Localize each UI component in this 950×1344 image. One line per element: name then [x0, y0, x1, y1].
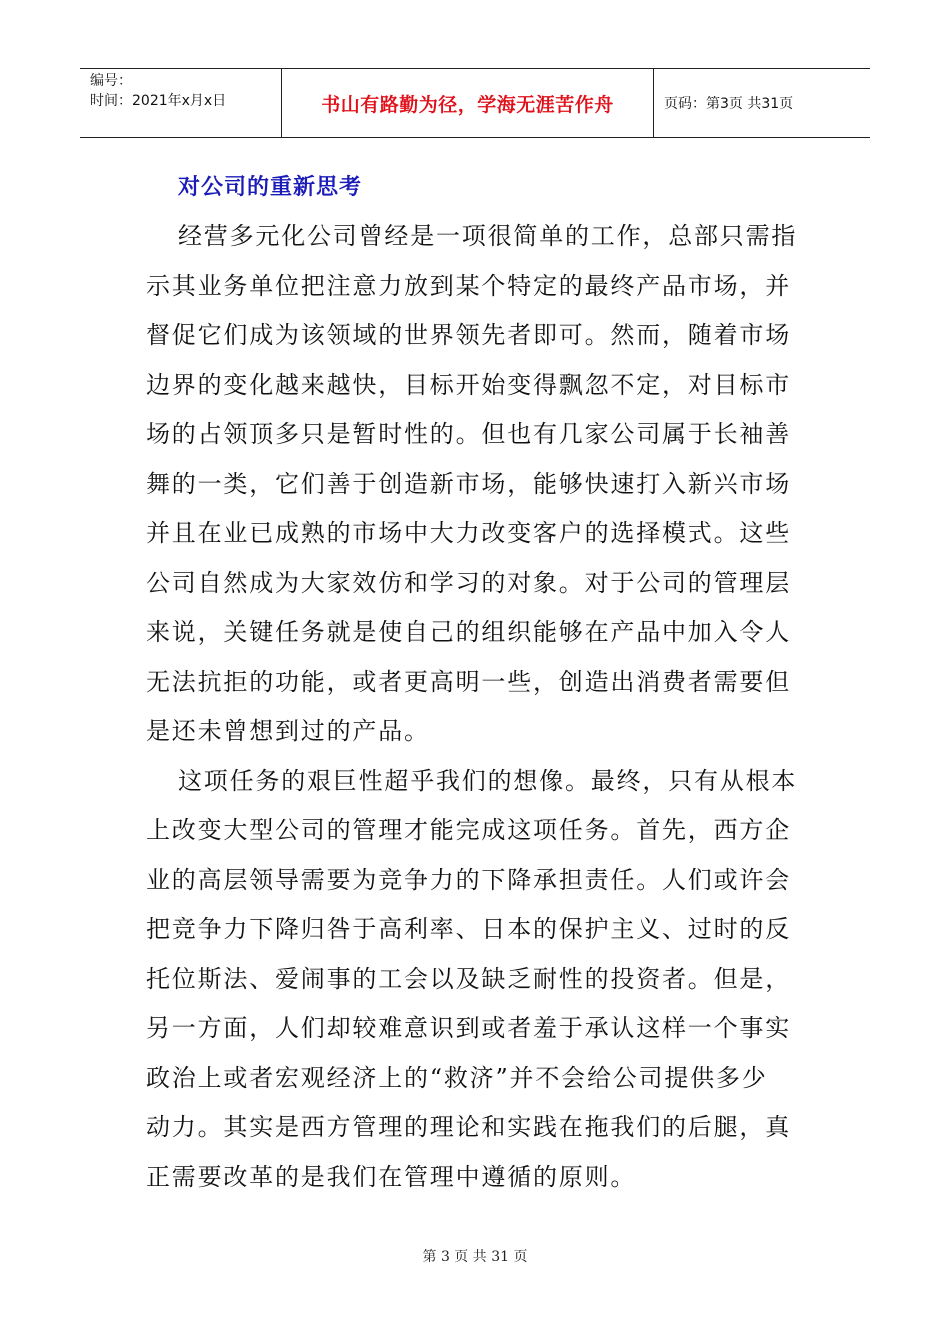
text-line: 政治上或者宏观经济上的“救济”并不会给公司提供多少	[146, 1063, 768, 1092]
text-line: 把竞争力下降归咎于高利率、日本的保护主义、过时的反	[146, 915, 791, 943]
text-line: 并且在业已成熟的市场中大力改变客户的选择模式。这些	[146, 519, 791, 547]
text-line: 这项任务的艰巨性超乎我们的想像。最终，只有从根本	[178, 766, 798, 795]
header-motto: 书山有路勤为径，学海无涯苦作舟	[321, 93, 614, 116]
body-text	[146, 212, 810, 1202]
text-line: 托位斯法、爱闹事的工会以及缺乏耐性的投资者。但是，	[146, 964, 791, 993]
text-line: 场的占领顶多只是暂时性的。但也有几家公司属于长袖善	[146, 420, 791, 448]
text-line: 另一方面，人们却较难意识到或者羞于承认这样一个事实	[146, 1014, 791, 1042]
text-line: 上改变大型公司的管理才能完成这项任务。首先，西方企	[146, 816, 791, 844]
text-line: 来说，关键任务就是使自己的组织能够在产品中加入令人	[146, 618, 791, 646]
page-footer: 第 3 页 共 31 页	[422, 1249, 528, 1265]
section-title: 对公司的重新思考	[178, 174, 363, 200]
document-date: 时间：2021年x月x日	[90, 93, 227, 109]
text-line: 示其业务单位把注意力放到某个特定的最终产品市场，并	[146, 271, 791, 300]
text-line: 舞的一类，它们善于创造新市场，能够快速打入新兴市场	[146, 469, 791, 498]
page-header	[80, 68, 870, 138]
header-meta	[80, 69, 282, 137]
text-line: 动力。其实是西方管理的理论和实践在拖我们的后腿，真	[146, 1113, 791, 1141]
text-line: 边界的变化越来越快，目标开始变得飘忽不定，对目标市	[146, 370, 791, 399]
header-page-cell	[654, 69, 870, 137]
header-page-info: 页码：第3页 共31页	[664, 96, 794, 112]
text-line: 业的高层领导需要为竞争力的下降承担责任。人们或许会	[146, 865, 791, 894]
paragraph	[146, 757, 810, 1203]
text-line: 督促它们成为该领域的世界领先者即可。然而，随着市场	[146, 321, 791, 349]
paragraph	[146, 212, 810, 757]
text-line: 无法抗拒的功能，或者更高明一些，创造出消费者需要但	[146, 667, 791, 696]
header-motto-cell	[282, 69, 654, 137]
text-line: 经营多元化公司曾经是一项很简单的工作，总部只需指	[178, 222, 798, 250]
text-line: 公司自然成为大家效仿和学习的对象。对于公司的管理层	[146, 568, 791, 597]
text-line: 是还未曾想到过的产品。	[146, 717, 430, 745]
document-number-label: 编号：	[90, 73, 132, 89]
text-line: 正需要改革的是我们在管理中遵循的原则。	[146, 1162, 637, 1191]
